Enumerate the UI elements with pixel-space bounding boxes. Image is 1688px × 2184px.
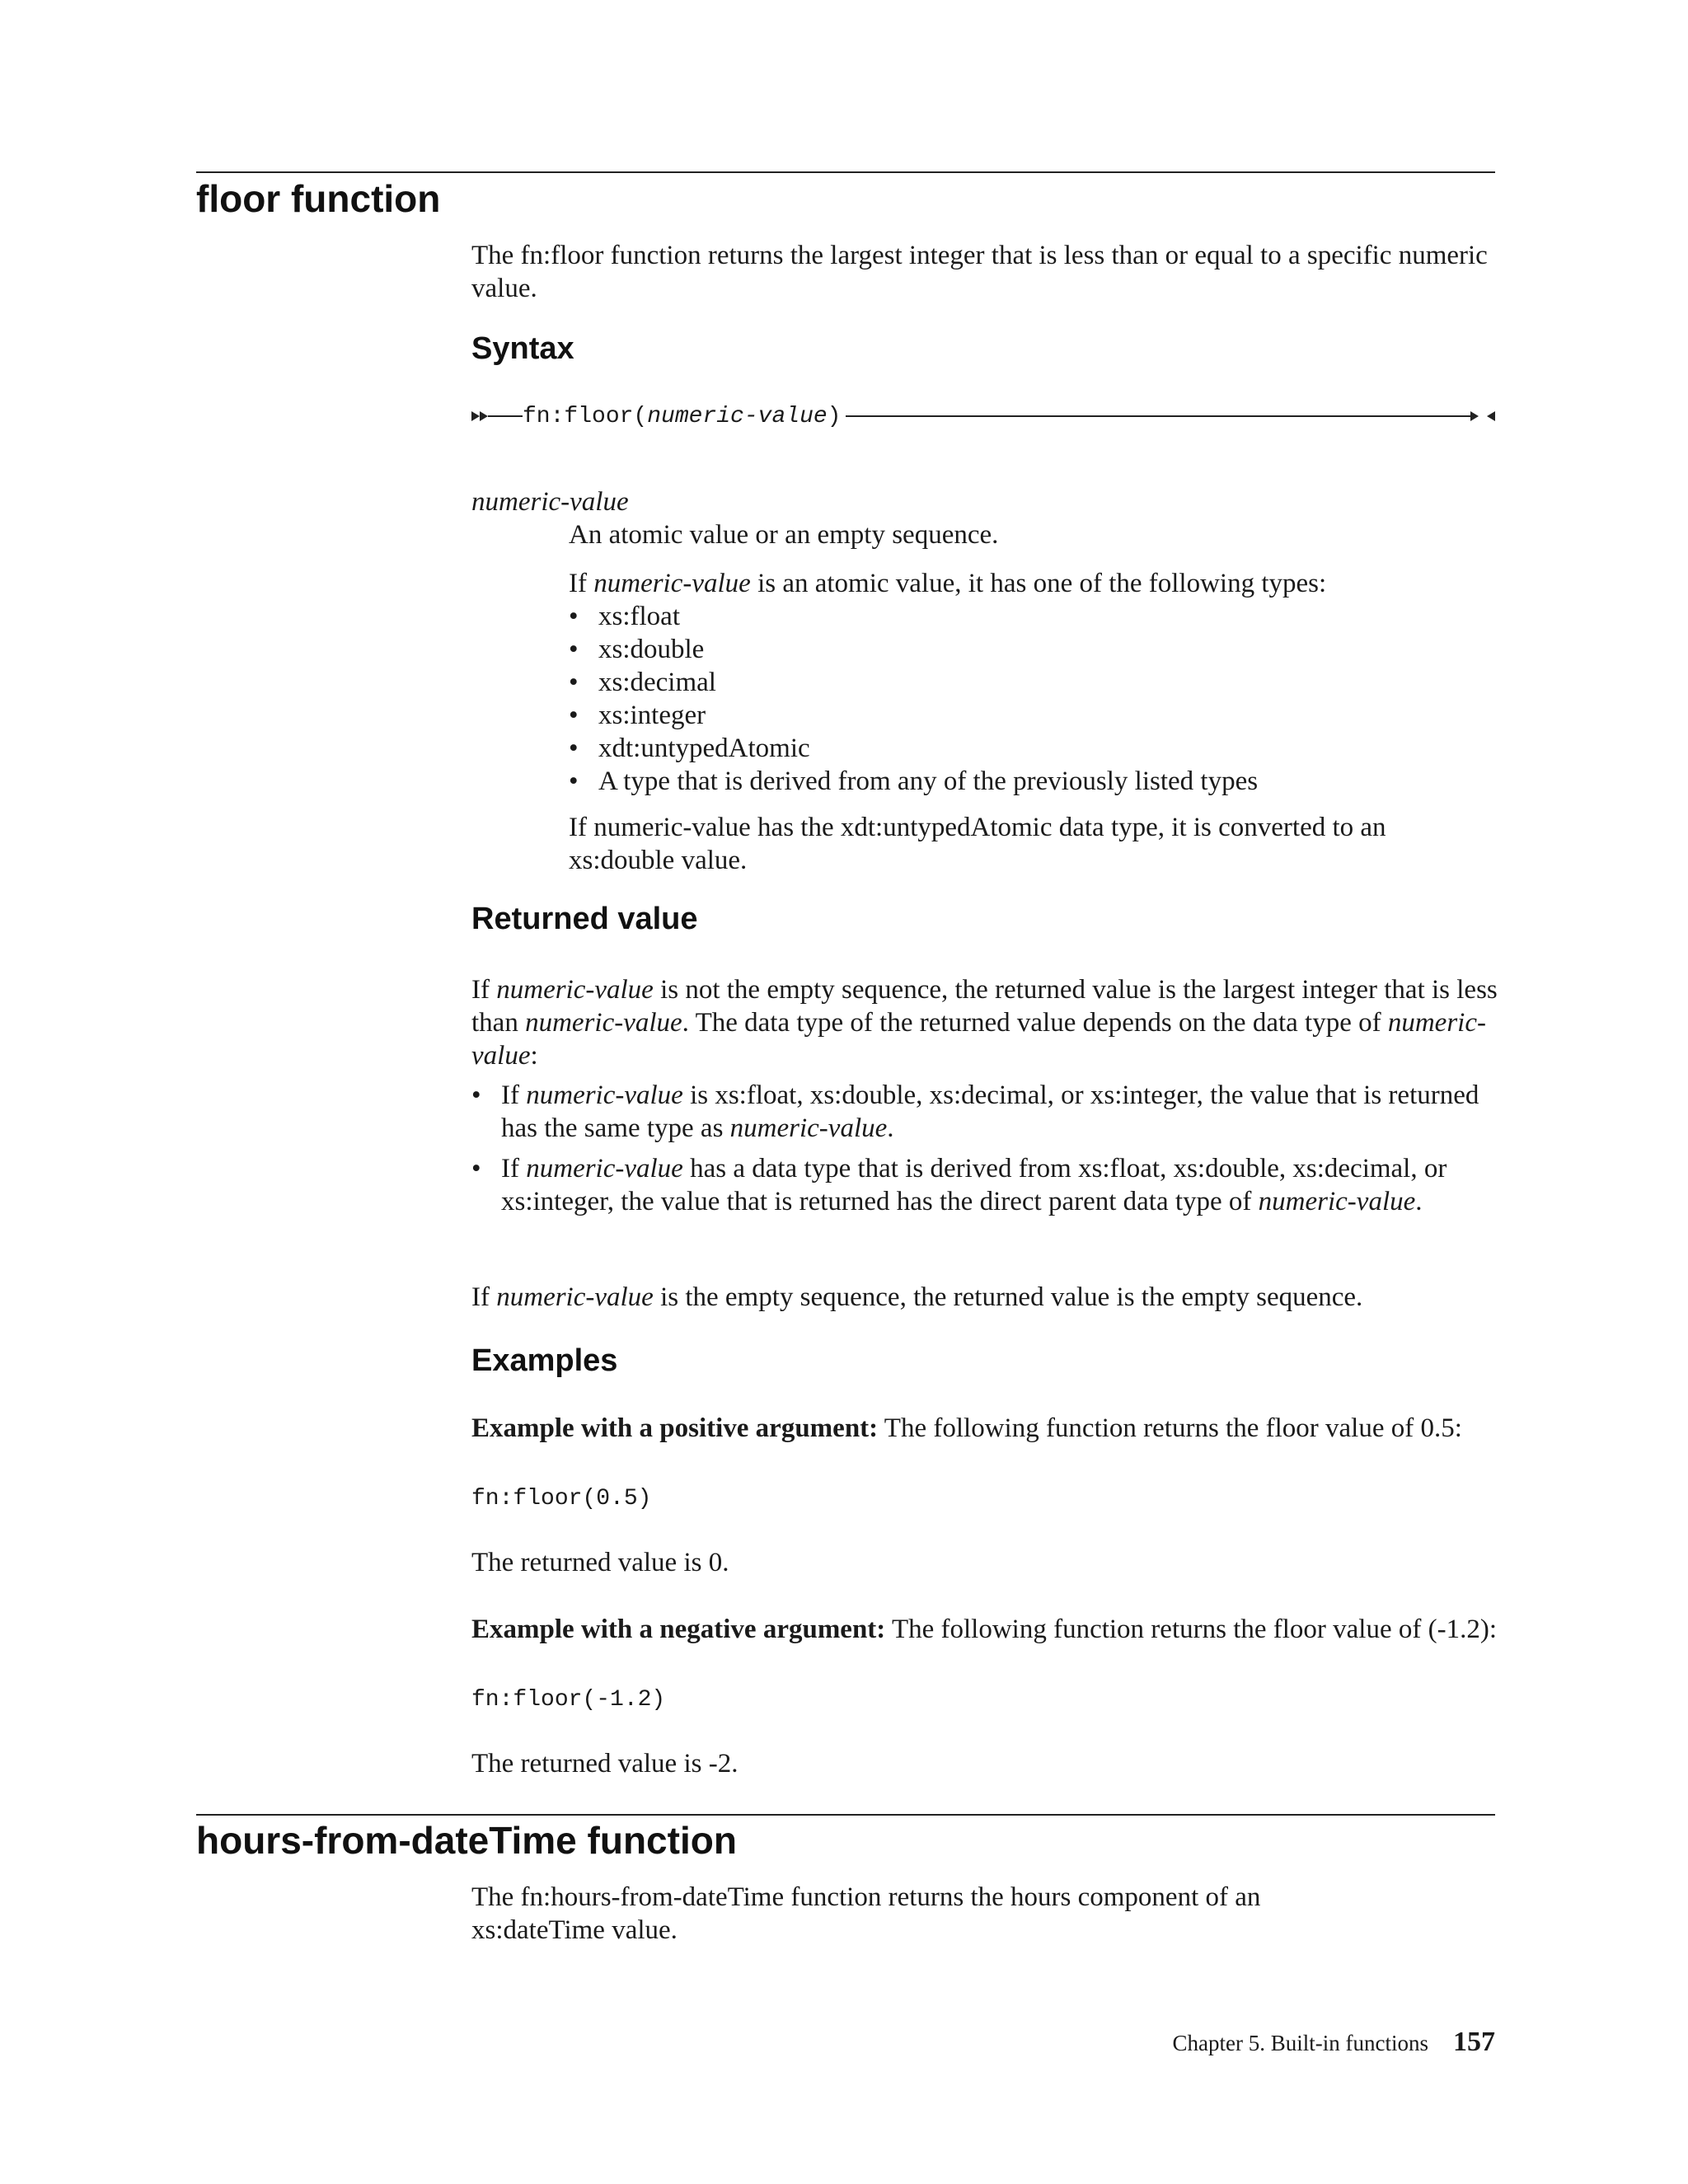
hours-intro: The fn:hours-from-dateTime function returns the hours component of an xs:dateTime value. (471, 1882, 1261, 1945)
param-description: An atomic value or an empty sequence. (569, 520, 999, 550)
syntax-heading: Syntax (471, 331, 574, 366)
empty-sequence-note: If numeric-value is the empty sequence, the returned value is the empty sequence. (471, 1282, 1363, 1312)
examples-heading: Examples (471, 1343, 618, 1378)
section-title-hours-from-datetime: hours-from-dateTime function (196, 1819, 737, 1862)
list-item: • xdt:untypedAtomic (569, 732, 1508, 765)
list-item: • If numeric-value has a data type that is derived from xs:float, xs:double, xs:decimal, or xs:integer, the value that is returned has the direct parent data type of numeric-value. (471, 1152, 1498, 1218)
returned-value-heading: Returned value (471, 902, 698, 936)
list-item: • xs:decimal (569, 666, 1508, 699)
example-positive-code: fn:floor(0.5) (471, 1486, 652, 1511)
page-number: 157 (1453, 2027, 1495, 2057)
page-footer (1173, 2026, 1495, 2060)
param-name: numeric-value (471, 487, 629, 517)
list-item: • xs:double (569, 633, 1508, 666)
example-negative-result: The returned value is -2. (471, 1749, 738, 1779)
list-item: • A type that is derived from any of the previously listed types (569, 765, 1508, 798)
section-divider (196, 1814, 1495, 1816)
syntax-diagram (471, 402, 1495, 435)
list-item: • xs:float (569, 600, 1508, 633)
example-positive: Example with a positive argument: The following function returns the floor value of 0.5: (471, 1413, 1462, 1443)
list-item: • If numeric-value is xs:float, xs:double, xs:decimal, or xs:integer, the value that is returned has the same type as numeric-value. (471, 1079, 1498, 1145)
list-item: • xs:integer (569, 699, 1508, 732)
conversion-note: If numeric-value has the xdt:untypedAtomic data type, it is converted to an xs:double value. (569, 813, 1386, 875)
chapter-label: Chapter 5. Built-in functions (1172, 2031, 1428, 2055)
returned-value-paragraph: If numeric-value is not the empty sequence, the returned value is the largest integer that is less than numeric-value. The data type of the returned value depends on the data type of numeric-value: (471, 975, 1498, 1071)
section-title-floor: floor function (196, 177, 441, 220)
example-negative: Example with a negative argument: The following function returns the floor value of (-1.2): (471, 1615, 1497, 1644)
example-negative-code: fn:floor(-1.2) (471, 1687, 666, 1713)
types-list (569, 600, 1508, 798)
section-divider (196, 171, 1495, 173)
example-positive-result: The returned value is 0. (471, 1548, 729, 1577)
syntax-code: fn:floor(numeric-value) (523, 404, 846, 430)
returned-type-rules (471, 1079, 1498, 1226)
types-intro: If numeric-value is an atomic value, it has one of the following types: (569, 569, 1327, 598)
floor-intro: The fn:floor function returns the largest integer that is less than or equal to a specific numeric value. (471, 241, 1488, 303)
